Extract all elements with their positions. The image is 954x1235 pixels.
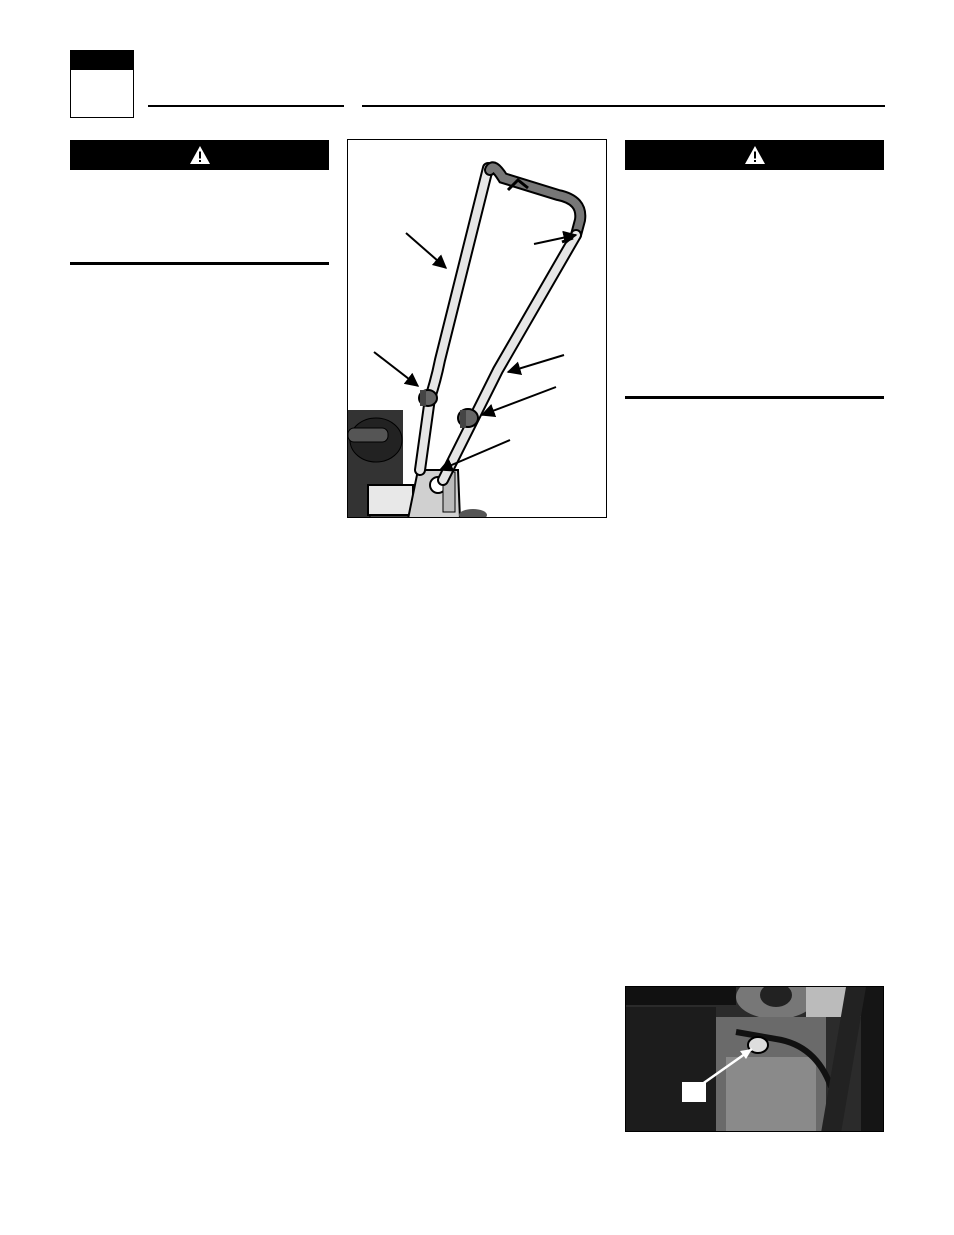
- handlebar-illustration: [348, 140, 607, 518]
- handle-knob-left: [419, 390, 437, 406]
- fuel-shutoff-illustration: [626, 987, 884, 1132]
- warning-banner-right: [625, 140, 884, 170]
- warning-banner-left: [70, 140, 329, 170]
- handlebar-assembly-figure: [347, 139, 607, 518]
- section-tab-header: [71, 51, 133, 70]
- warning-triangle-icon: [189, 145, 211, 165]
- handle-knob-right: [458, 409, 478, 428]
- right-section-rule: [625, 396, 884, 399]
- left-section-rule: [70, 262, 329, 265]
- fuel-shutoff-photo: [625, 986, 884, 1132]
- warning-triangle-icon: [744, 145, 766, 165]
- header-rule-left: [148, 105, 344, 107]
- header-rule-right: [362, 105, 885, 107]
- section-number-tab: [70, 50, 134, 118]
- callout-label-box: [682, 1082, 706, 1102]
